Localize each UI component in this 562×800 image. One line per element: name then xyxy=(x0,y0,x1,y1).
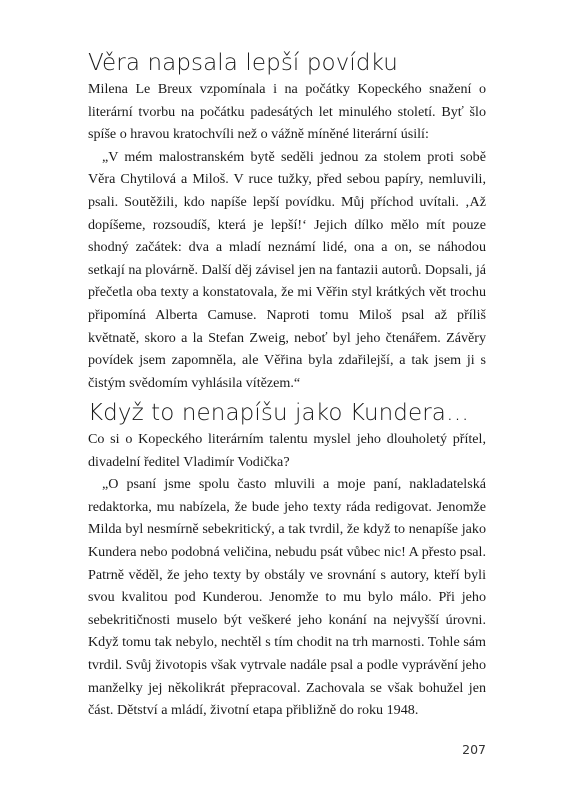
quote-paragraph: „O psaní jsme spolu často mluvili a moje paní, nakladatelská redaktorka, mu nabízela, že bude jeho texty ráda redigovat. Jenomže Milda byl nesmírně sebekritický, a tak tvrdil, že když to nenapíše jako Kundera nebo podobná veličina, nebudu psát vůbec nic! A přesto psal. Patrně věděl, že jeho texty by obstály ve srovnání s autory, kteří byli svou kvalitou pod Kunderou. Jenomže to mu bylo málo. Při jeho sebekritičnosti muselo být veškeré jeho konání na nejvyšší úrovni. Když tomu tak nebylo, nechtěl s tím chodit na trh marnosti. Tohle sám tvrdil. Svůj životopis však vytrvale nadále psal a podle vyprávění jeho manželky jej několikrát přepracoval. Zachovala se však bohužel jen část. Dětství a mládí, životní etapa přibližně do roku 1948. xyxy=(88,476,486,719)
section-vera xyxy=(88,48,486,394)
section-kundera xyxy=(88,398,486,722)
section-heading: Věra napsala lepší povídku xyxy=(88,50,398,76)
section-heading: Když to nenapíšu jako Kundera… xyxy=(88,400,470,426)
intro-paragraph: Milena Le Breux vzpomínala i na počátky Kopeckého snažení o literární tvorbu na počátku padesátých let minulého století. Byť šlo spíše o hravou kratochvíli než o vážně míněné literární úsilí: xyxy=(88,81,486,143)
quote-paragraph: „V mém malostranském bytě seděli jednou za stolem proti sobě Věra Chytilová a Miloš. V ruce tužky, před sebou papíry, nemluvili, psali. Soutěžili, kdo napíše lepší povídku. Můj příchod uvítali. ‚Až dopíšeme, rozsoudíš, která je lepší!‘ Jejich dílko mělo mít pouze shodný začátek: dva a mladí neznámí lidé, ona a on, se náhodou setkají na plovárně. Další děj závisel jen na fantazii autorů. Dopsali, já přečetla oba texty a konstatovala, že mi Věřin styl krátkých vět trochu připomíná Alberta Camuse. Naproti tomu Miloš psal až příliš květnatě, skoro a la Stefan Zweig, neboť byl jeho čtenářem. Závěry povídek jsem zapomněla, ale Věřina byla zdařilejší, a tak jsem ji s čistým svědomím vyhlásila vítězem.“ xyxy=(88,148,486,391)
intro-paragraph: Co si o Kopeckého literárním talentu myslel jeho dlouholetý přítel, divadelní ředitel Vladimír Vodička? xyxy=(88,431,486,470)
page-number: 207 xyxy=(462,742,486,757)
